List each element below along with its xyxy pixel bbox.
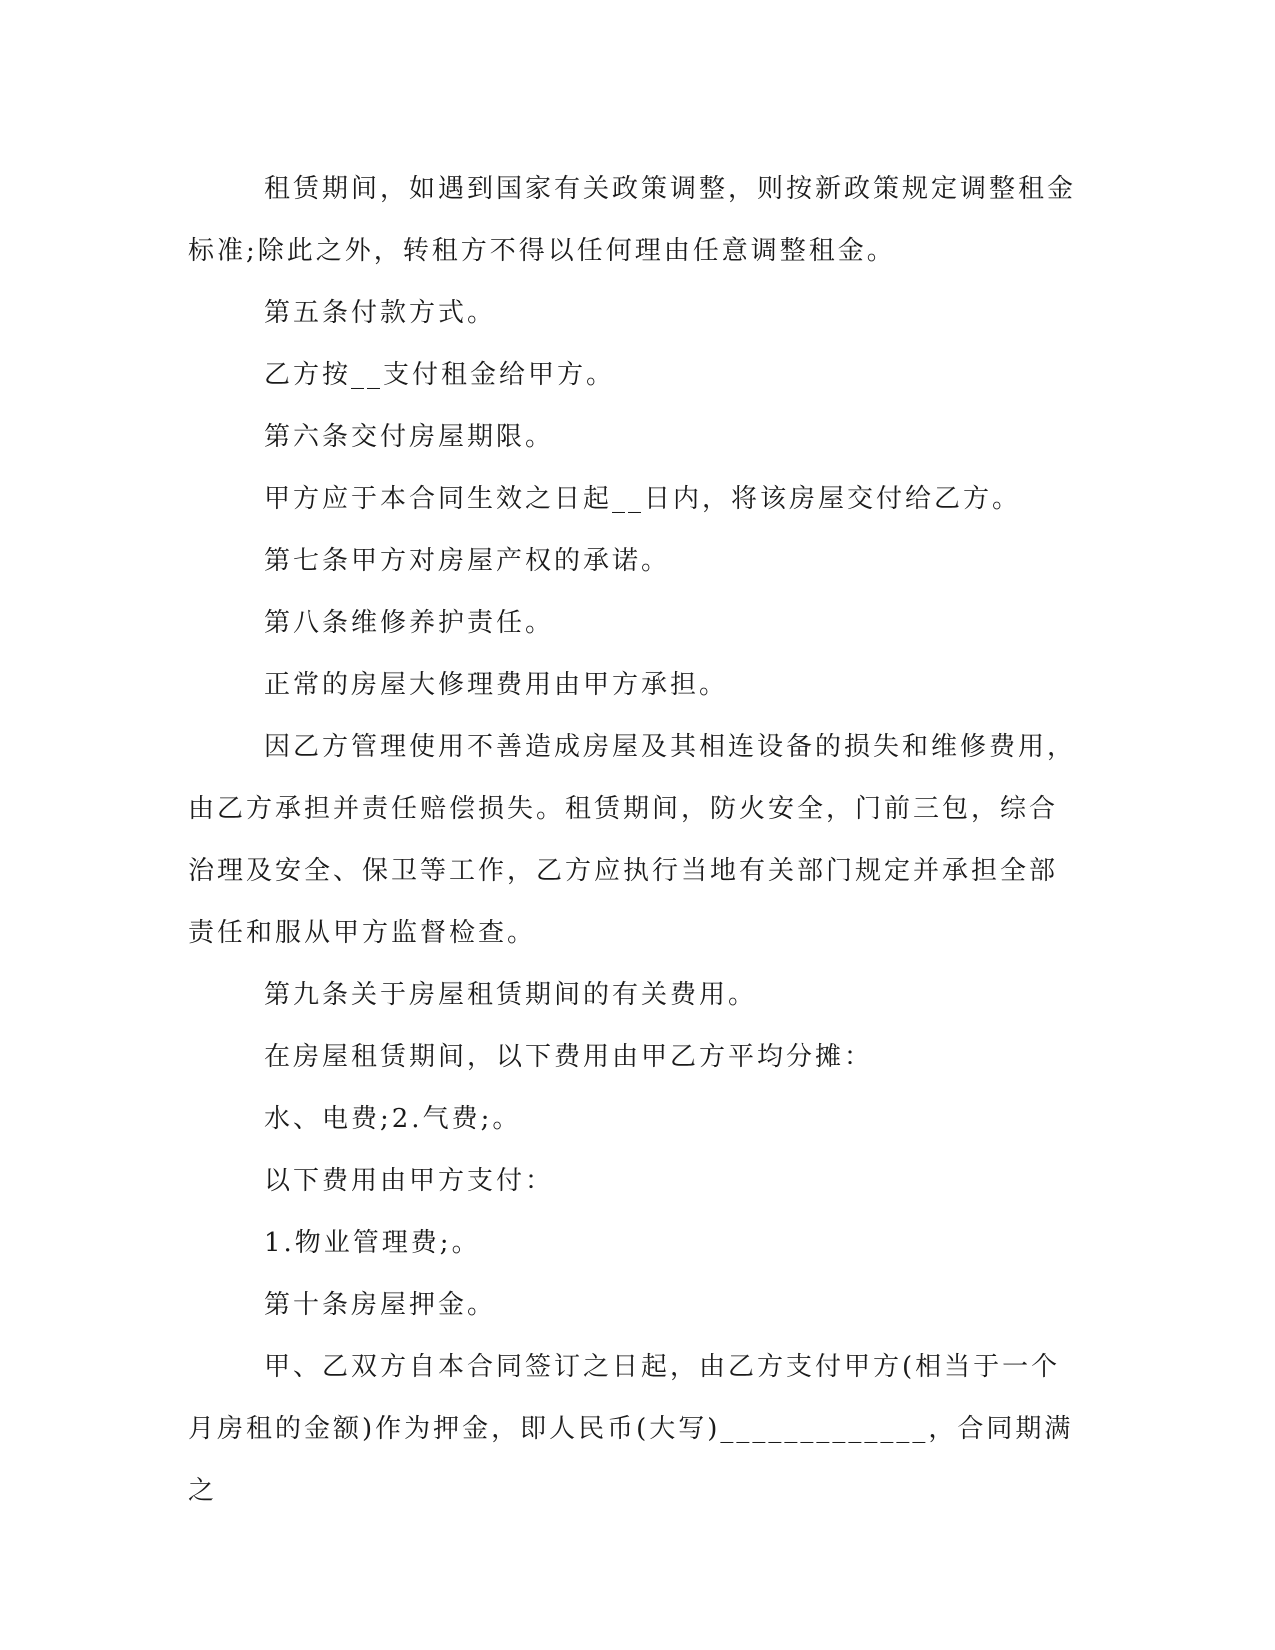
paragraph-article-10-heading: 第十条房屋押金。 <box>264 1290 497 1320</box>
paragraph-article-8-heading: 第八条维修养护责任。 <box>264 608 555 638</box>
paragraph-article-9-heading: 第九条关于房屋租赁期间的有关费用。 <box>264 980 758 1010</box>
paragraph-damage-liability: 因乙方管理使用不善造成房屋及其相连设备的损失和维修费用，由乙方承担并责任赔偿损失。租赁期间，防火安全，门前三包，综合治理及安全、保卫等工作，乙方应执行当地有关部门规定并承担全部责任和服从甲方监督检查。 <box>188 732 1077 948</box>
paragraph-delivery-term: 甲方应于本合同生效之日起__日内，将该房屋交付给乙方。 <box>264 484 1022 514</box>
paragraph-article-6-heading: 第六条交付房屋期限。 <box>264 422 555 452</box>
paragraph-rent-adjustment: 租赁期间，如遇到国家有关政策调整，则按新政策规定调整租金标准;除此之外，转租方不得以任何理由任意调整租金。 <box>188 174 1077 266</box>
paragraph-article-7-heading: 第七条甲方对房屋产权的承诺。 <box>264 546 671 576</box>
document-body <box>188 158 1078 1522</box>
paragraph-article-5-heading: 第五条付款方式。 <box>264 298 497 328</box>
paragraph-utilities: 水、电费;2.气费;。 <box>264 1104 522 1134</box>
paragraph-major-repair: 正常的房屋大修理费用由甲方承担。 <box>264 670 729 700</box>
paragraph-payment-method: 乙方按__支付租金给甲方。 <box>264 360 616 390</box>
paragraph-property-fee: 1.物业管理费;。 <box>264 1228 481 1258</box>
paragraph-shared-costs: 在房屋租赁期间，以下费用由甲乙方平均分摊： <box>264 1042 874 1072</box>
paragraph-deposit: 甲、乙双方自本合同签订之日起，由乙方支付甲方(相当于一个月房租的金额)作为押金，即人民币(大写)_____________，合同期满之 <box>188 1352 1074 1506</box>
paragraph-party-a-costs: 以下费用由甲方支付： <box>264 1166 555 1196</box>
